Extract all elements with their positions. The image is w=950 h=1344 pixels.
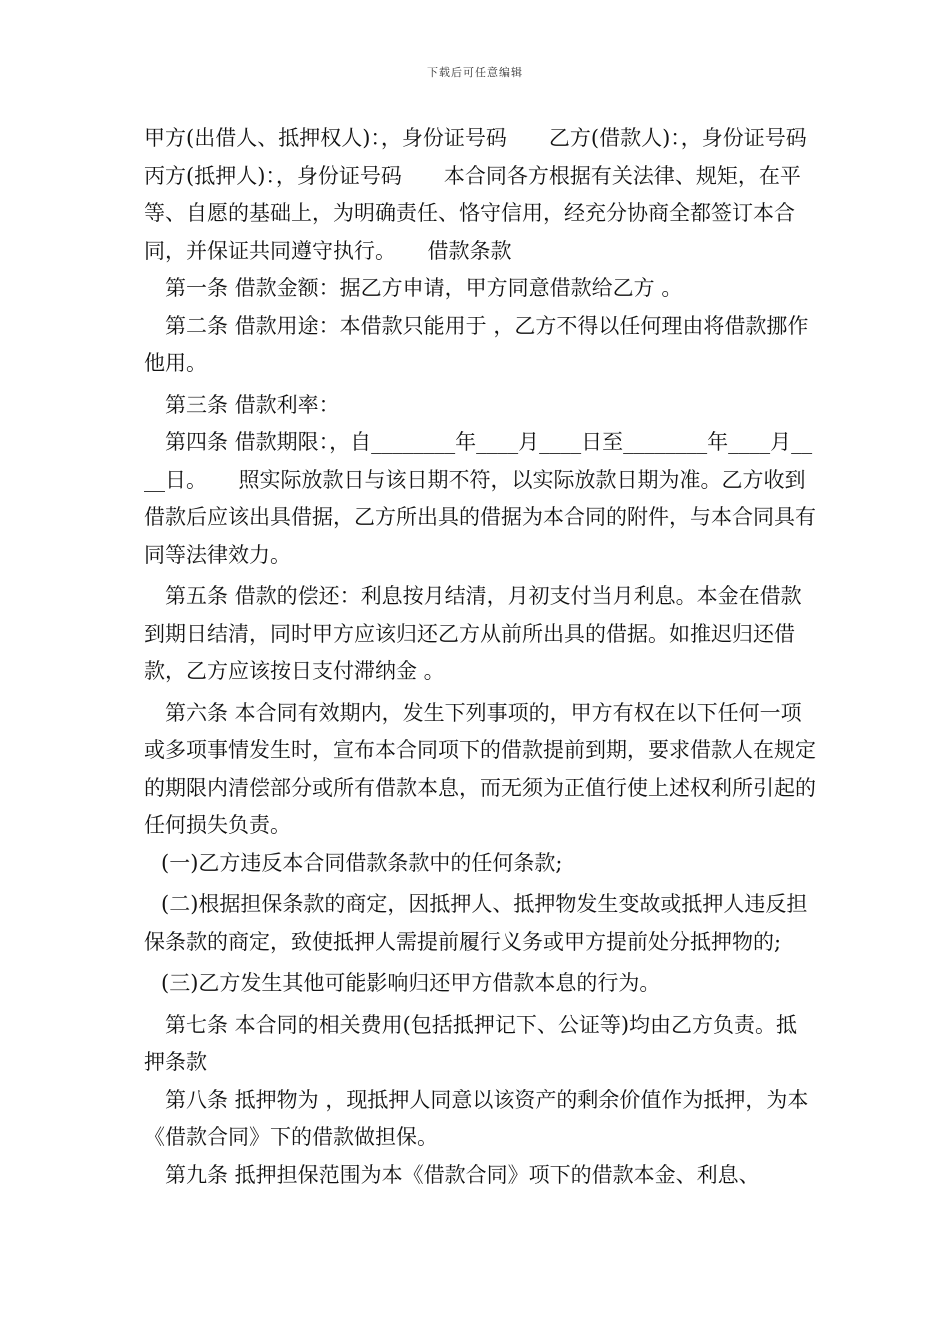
paragraph-article-8: 第八条 抵押物为 ，现抵押人同意以该资产的剩余价值作为抵押，为本《借款合同》下的借款做担保。 bbox=[144, 1087, 809, 1149]
paragraph-article-3: 第三条 借款利率： bbox=[165, 392, 340, 417]
page-header: 下载后可任意编辑 bbox=[427, 66, 523, 79]
paragraph-article-4: 第四条 借款期限：，自________年____月____日至________年____月____日。 照实际放款日与该日期不符，以实际放款日期为准。乙方收到借款后应该出具借据，乙方所出具的借据为本合同的附件，与本合同具有同等法律效力。 bbox=[144, 430, 816, 567]
paragraph-parties: 甲方(出借人、抵押权人)：，身份证号码 乙方(借款人)：，身份证号码 丙方(抵押人)：，身份证号码 本合同各方根据有关法律、规矩，在平等、自愿的基础上，为明确责任、恪守信用，经充分协商全都签订本合同，并保证共同遵守执行。 借款条款 bbox=[144, 126, 849, 263]
paragraph-article-6: 第六条 本合同有效期内，发生下列事项的，甲方有权在以下任何一项或多项事情发生时，宣布本合同项下的借款提前到期，要求借款人在规定的期限内清偿部分或所有借款本息，而无须为正值行使上述权利所引起的任何损失负责。 bbox=[144, 700, 816, 837]
document-body bbox=[144, 120, 849, 1194]
paragraph-article-1: 第一条 借款金额：据乙方申请，甲方同意借款给乙方 。 bbox=[165, 276, 683, 300]
paragraph-article-5: 第五条 借款的偿还：利息按月结清，月初支付当月利息。本金在借款到期日结清，同时甲方应该归还乙方从前所出具的借据。如推迟归还借款，乙方应该按日支付滞纳金 。 bbox=[144, 584, 802, 683]
paragraph-article-2: 第二条 借款用途：本借款只能用于 ，乙方不得以任何理由将借款挪作他用。 bbox=[144, 313, 809, 375]
paragraph-clause-1: (一)乙方违反本合同借款条款中的任何条款; bbox=[161, 850, 563, 875]
paragraph-clause-2: (二)根据担保条款的商定，因抵押人、抵押物发生变故或抵押人违反担保条款的商定，致使抵押人需提前履行义务或甲方提前处分抵押物的; bbox=[144, 892, 808, 954]
paragraph-article-9: 第九条 抵押担保范围为本《借款合同》项下的借款本金、利息、 bbox=[165, 1162, 760, 1187]
paragraph-clause-3: (三)乙方发生其他可能影响归还甲方借款本息的行为。 bbox=[161, 971, 661, 995]
paragraph-article-7: 第七条 本合同的相关费用(包括抵押记下、公证等)均由乙方负责。抵押条款 bbox=[144, 1012, 798, 1074]
